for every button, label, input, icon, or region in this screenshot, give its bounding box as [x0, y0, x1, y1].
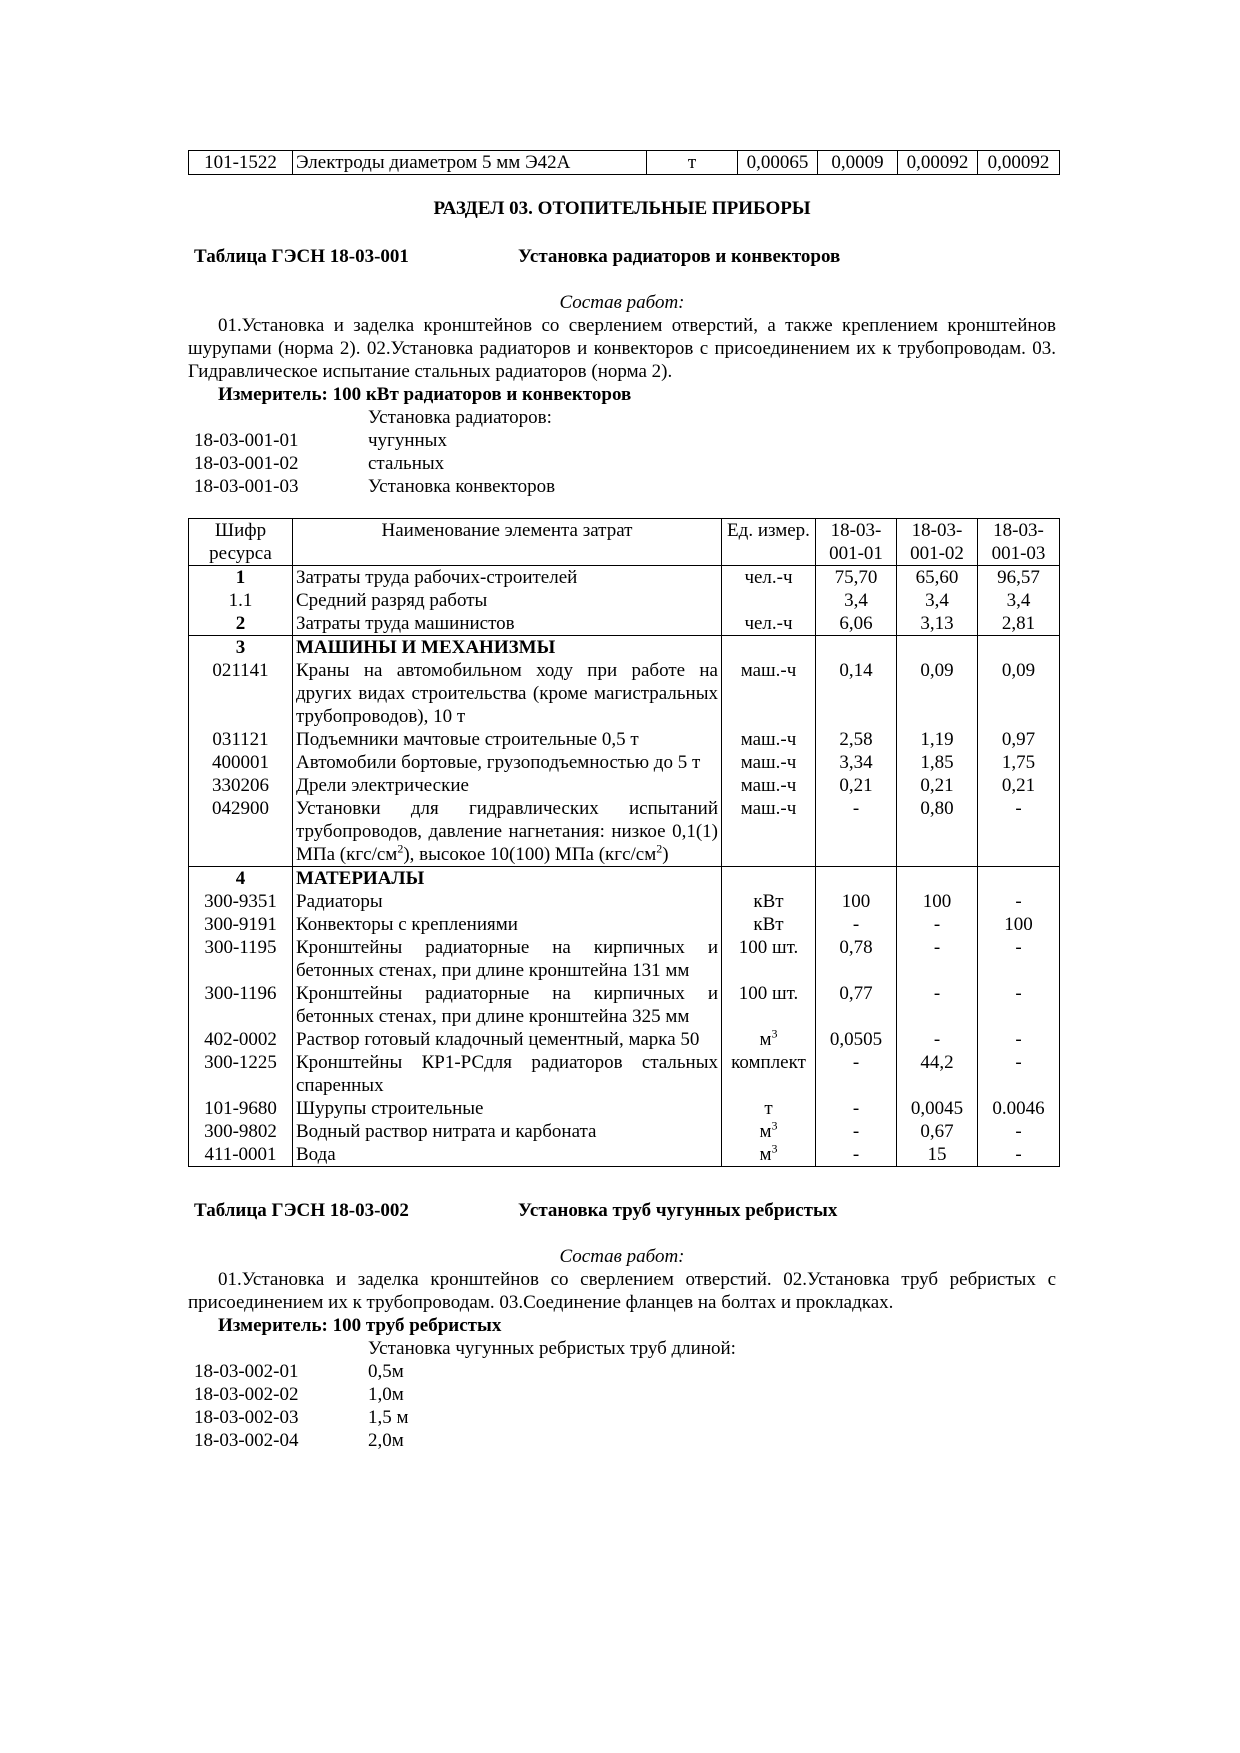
cell-unit: чел.-ч [722, 612, 816, 636]
cell-value: 0,80 [897, 797, 978, 867]
header-col3: 18-03-001-03 [978, 519, 1060, 566]
table-row [189, 890, 1060, 913]
table-heading [188, 1199, 1056, 1222]
cell-name: Вода [293, 1143, 722, 1167]
cell-value: 0,00065 [738, 151, 818, 175]
works-title: Состав работ: [559, 1246, 685, 1267]
cell-name: Установки для гидравлических испытаний трубопроводов, давление нагнетания: низкое 0,1(1) МПа $(кгс/см^2)$, высокое 10(100) МПа $(кгс/см^2)$ [293, 797, 722, 867]
cell-value: 3,4 [816, 589, 897, 612]
norm-list [188, 406, 1056, 498]
cell-unit: чел.-ч [722, 566, 816, 590]
cell-value: - [897, 982, 978, 1028]
cell-resource: 042900 [189, 797, 293, 867]
table-code: Таблица ГЭСН 18-03-001 [194, 246, 409, 267]
cell-value: 100 [897, 890, 978, 913]
table-row [189, 913, 1060, 936]
list-code: 18-03-001-03 [194, 476, 299, 497]
table-name: Установка труб чугунных ребристых [518, 1200, 838, 1221]
cell-value: 0,00092 [898, 151, 978, 175]
table-row [189, 636, 1060, 660]
works-text: 01.Установка и заделка кронштейнов со сверлением отверстий. 02.Установка труб ребристых с присоединением их к трубопроводам. 03.Соединение фланцев на болтах и прокладках. [188, 1269, 1056, 1313]
table2-block [188, 1199, 1056, 1452]
table-row [189, 659, 1060, 728]
cell-value: 0,0009 [818, 151, 898, 175]
cell-value: - [978, 890, 1060, 913]
list-item [188, 1406, 1056, 1429]
table-row [189, 589, 1060, 612]
table-row [189, 566, 1060, 590]
table-row [189, 151, 1060, 175]
table-row [189, 612, 1060, 636]
cell-unit: $м^3$ [722, 1028, 816, 1051]
cell-value: 15 [897, 1143, 978, 1167]
list-code: 18-03-001-01 [194, 430, 299, 451]
cell-name: Шурупы строительные [293, 1097, 722, 1120]
cell-resource: 021141 [189, 659, 293, 728]
cell-value: - [816, 1097, 897, 1120]
header-unit: Ед. измер. [722, 519, 816, 566]
cell-value: 96,57 [978, 566, 1060, 590]
cell-value: 0,0045 [897, 1097, 978, 1120]
cell-name: Средний разряд работы [293, 589, 722, 612]
cell-name: Дрели электрические [293, 774, 722, 797]
cell-value: 0,14 [816, 659, 897, 728]
header-col2: 18-03-001-02 [897, 519, 978, 566]
table-row [189, 1120, 1060, 1143]
list-code: 18-03-002-01 [194, 1361, 299, 1382]
cell-resource: 300-1225 [189, 1051, 293, 1097]
cell-unit: $м^3$ [722, 1120, 816, 1143]
cell-unit: маш.-ч [722, 797, 816, 867]
list-text: 1,5 м [368, 1407, 409, 1428]
cell-value: 0.0046 [978, 1097, 1060, 1120]
table-row [189, 936, 1060, 982]
cell-value: 100 [816, 890, 897, 913]
list-header [188, 406, 1056, 429]
table-name: Установка радиаторов и конвекторов [518, 246, 841, 267]
cell-unit: т [647, 151, 738, 175]
cell-value [897, 636, 978, 660]
cell-unit: маш.-ч [722, 728, 816, 751]
list-item [188, 429, 1056, 452]
cell-resource: 402-0002 [189, 1028, 293, 1051]
cell-resource: 411-0001 [189, 1143, 293, 1167]
list-text: 2,0м [368, 1430, 404, 1451]
cell-name: Раствор готовый кладочный цементный, марка 50 [293, 1028, 722, 1051]
list-code: 18-03-001-02 [194, 453, 299, 474]
cell-unit: маш.-ч [722, 751, 816, 774]
cell-resource: 300-9191 [189, 913, 293, 936]
cell-name: Кронштейны радиаторные на кирпичных и бетонных стенах, при длине кронштейна 131 мм [293, 936, 722, 982]
cell-unit [722, 589, 816, 612]
works-text: 01.Установка и заделка кронштейнов со сверлением отверстий, а также креплением кронштейнов шурупами (норма 2). 02.Установка радиаторов и конвекторов с присоединением их к трубопроводам. 03. Гидравлическое испытание стальных радиаторов (норма 2). [188, 315, 1056, 382]
cell-value: - [978, 982, 1060, 1028]
measure-unit: Измеритель: 100 кВт радиаторов и конвекторов [218, 384, 632, 405]
cell-unit: маш.-ч [722, 774, 816, 797]
cell-name: Подъемники мачтовые строительные 0,5 т [293, 728, 722, 751]
cell-name: Автомобили бортовые, грузоподъемностью до 5 т [293, 751, 722, 774]
norm-list [188, 1337, 1056, 1452]
cell-name: Водный раствор нитрата и карбоната [293, 1120, 722, 1143]
cell-unit: маш.-ч [722, 659, 816, 728]
cell-value: 1,85 [897, 751, 978, 774]
cell-name: МАШИНЫ И МЕХАНИЗМЫ [293, 636, 722, 660]
works-title: Состав работ: [559, 292, 685, 313]
cell-name: Электроды диаметром 5 мм Э42А [293, 151, 647, 175]
cell-unit [722, 867, 816, 891]
cell-value: 0,09 [978, 659, 1060, 728]
list-item [188, 1360, 1056, 1383]
cell-resource: 2 [189, 612, 293, 636]
list-text: стальных [368, 453, 445, 474]
cell-value: - [978, 797, 1060, 867]
cell-resource: 300-9802 [189, 1120, 293, 1143]
cell-value: 0,21 [816, 774, 897, 797]
cell-value: - [897, 936, 978, 982]
cell-unit: 100 шт. [722, 982, 816, 1028]
cell-value: 0,0505 [816, 1028, 897, 1051]
table-row [189, 797, 1060, 867]
list-text: 1,0м [368, 1384, 404, 1405]
list-code: 18-03-002-03 [194, 1407, 299, 1428]
cell-name: Кронштейны радиаторные на кирпичных и бетонных стенах, при длине кронштейна 325 мм [293, 982, 722, 1028]
cell-value: 0,78 [816, 936, 897, 982]
cell-value: - [978, 1051, 1060, 1097]
cell-value: - [897, 913, 978, 936]
cell-value: - [978, 1120, 1060, 1143]
cell-resource: 400001 [189, 751, 293, 774]
cell-resource: 4 [189, 867, 293, 891]
list-header-text: Установка чугунных ребристых труб длиной: [368, 1338, 736, 1359]
cell-resource: 300-1195 [189, 936, 293, 982]
cell-value: - [897, 1028, 978, 1051]
table-heading [188, 245, 1056, 268]
cell-value: 3,4 [978, 589, 1060, 612]
cell-value: 100 [978, 913, 1060, 936]
cell-name: МАТЕРИАЛЫ [293, 867, 722, 891]
cell-value: 2,81 [978, 612, 1060, 636]
cell-unit [722, 636, 816, 660]
cell-unit: $м^3$ [722, 1143, 816, 1167]
cell-value: 0,67 [897, 1120, 978, 1143]
cell-resource: 300-1196 [189, 982, 293, 1028]
list-text: 0,5м [368, 1361, 404, 1382]
table-row [189, 751, 1060, 774]
cell-value: - [816, 1051, 897, 1097]
cell-name: Затраты труда рабочих-строителей [293, 566, 722, 590]
cell-name: Кронштейны КР1-РСдля радиаторов стальных спаренных [293, 1051, 722, 1097]
cell-resource: 300-9351 [189, 890, 293, 913]
cell-value: 6,06 [816, 612, 897, 636]
cell-unit: кВт [722, 913, 816, 936]
cell-value [978, 636, 1060, 660]
cell-value: - [816, 797, 897, 867]
cell-resource: 031121 [189, 728, 293, 751]
list-header-text: Установка радиаторов: [368, 407, 552, 428]
cell-value: 65,60 [897, 566, 978, 590]
header-resource: Шифр ресурса [189, 519, 293, 566]
table-row [189, 1028, 1060, 1051]
cell-unit: кВт [722, 890, 816, 913]
cell-name: Радиаторы [293, 890, 722, 913]
cell-value: 44,2 [897, 1051, 978, 1097]
cell-value [897, 867, 978, 891]
list-item [188, 1429, 1056, 1452]
cell-value [816, 867, 897, 891]
table-row [189, 867, 1060, 891]
cell-name: Краны на автомобильном ходу при работе на других видах строительства (кроме магистральных трубопроводов), 10 т [293, 659, 722, 728]
cell-name: Конвекторы с креплениями [293, 913, 722, 936]
cell-value: - [816, 913, 897, 936]
list-item [188, 452, 1056, 475]
cell-value: 0,21 [897, 774, 978, 797]
list-item [188, 475, 1056, 498]
cell-value: 3,4 [897, 589, 978, 612]
cell-unit: 100 шт. [722, 936, 816, 982]
table-row [189, 728, 1060, 751]
cell-value [978, 867, 1060, 891]
table-row [189, 982, 1060, 1028]
header-name: Наименование элемента затрат [293, 519, 722, 566]
list-code: 18-03-002-02 [194, 1384, 299, 1405]
cell-resource: 101-9680 [189, 1097, 293, 1120]
cell-value: 2,58 [816, 728, 897, 751]
cell-resource: 330206 [189, 774, 293, 797]
table-header-row [189, 519, 1060, 566]
cell-resource: 3 [189, 636, 293, 660]
cell-value: 0,00092 [978, 151, 1060, 175]
cell-value: 3,13 [897, 612, 978, 636]
cell-value: 3,34 [816, 751, 897, 774]
cell-value: - [978, 1028, 1060, 1051]
cell-resource: 1.1 [189, 589, 293, 612]
list-item [188, 1383, 1056, 1406]
table-row [189, 774, 1060, 797]
cell-value: 0,97 [978, 728, 1060, 751]
list-header [188, 1337, 1056, 1360]
measure-unit: Измеритель: 100 труб ребристых [218, 1315, 502, 1336]
cell-resource: 101-1522 [189, 151, 293, 175]
cell-value [816, 636, 897, 660]
cell-value: - [978, 936, 1060, 982]
resources-table [188, 518, 1060, 1167]
cell-unit: комплект [722, 1051, 816, 1097]
list-text: Установка конвекторов [368, 476, 556, 497]
header-col1: 18-03-001-01 [816, 519, 897, 566]
top-continuation-table [188, 150, 1060, 175]
list-code: 18-03-002-04 [194, 1430, 299, 1451]
cell-value: 0,09 [897, 659, 978, 728]
cell-value: 1,75 [978, 751, 1060, 774]
cell-value: - [816, 1143, 897, 1167]
cell-unit: т [722, 1097, 816, 1120]
cell-value: 75,70 [816, 566, 897, 590]
cell-value: 1,19 [897, 728, 978, 751]
list-text: чугунных [368, 430, 447, 451]
cell-value: 0,77 [816, 982, 897, 1028]
cell-value: 0,21 [978, 774, 1060, 797]
table-code: Таблица ГЭСН 18-03-002 [194, 1200, 409, 1221]
table-row [189, 1051, 1060, 1097]
cell-resource: 1 [189, 566, 293, 590]
cell-value: - [978, 1143, 1060, 1167]
table-row [189, 1097, 1060, 1120]
table-row [189, 1143, 1060, 1167]
cell-value: - [816, 1120, 897, 1143]
cell-name: Затраты труда машинистов [293, 612, 722, 636]
section-title: РАЗДЕЛ 03. ОТОПИТЕЛЬНЫЕ ПРИБОРЫ [433, 198, 811, 219]
